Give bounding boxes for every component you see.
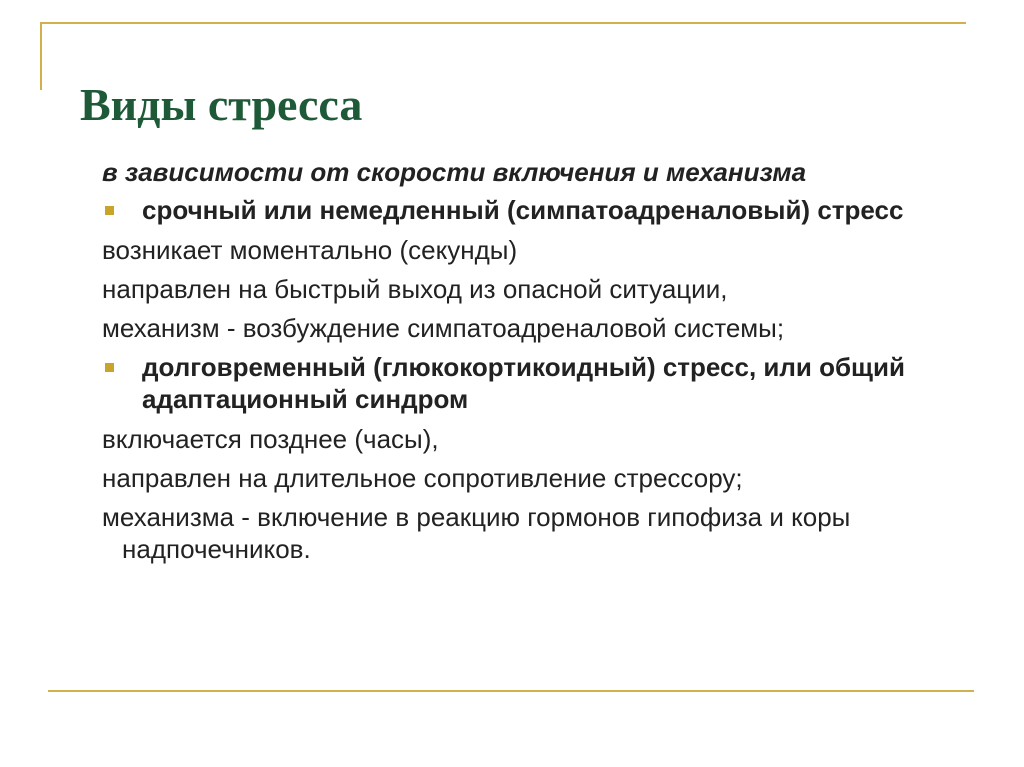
- slide-title: Виды стресса: [80, 79, 363, 130]
- frame-left-line: [40, 22, 42, 90]
- slide-subtitle: в зависимости от скорости включения и механизма: [102, 157, 807, 187]
- bullet-item-urgent-stress: [102, 194, 932, 226]
- text-line: механизм - возбуждение симпатоадреналовой системы;: [102, 313, 785, 343]
- bullet-text: срочный или немедленный (симпатоадреналовый) стресс: [142, 195, 904, 225]
- frame-top-line: [40, 22, 966, 24]
- frame-bottom-line: [48, 690, 974, 692]
- slide-content: [102, 156, 932, 572]
- text-line: механизма - включение в реакцию гормонов гипофиза и коры надпочечников.: [102, 502, 851, 564]
- square-bullet-icon: [105, 206, 114, 215]
- text-line: направлен на быстрый выход из опасной ситуации,: [102, 274, 728, 304]
- text-line: направлен на длительное сопротивление стрессору;: [102, 463, 743, 493]
- text-line: возникает моментально (секунды): [102, 235, 518, 265]
- bullet-text: долговременный (глюкокортикоидный) стресс, или общий адаптационный синдром: [142, 352, 905, 414]
- text-line: включается позднее (часы),: [102, 424, 439, 454]
- square-bullet-icon: [105, 363, 114, 372]
- bullet-item-longterm-stress: [102, 351, 932, 415]
